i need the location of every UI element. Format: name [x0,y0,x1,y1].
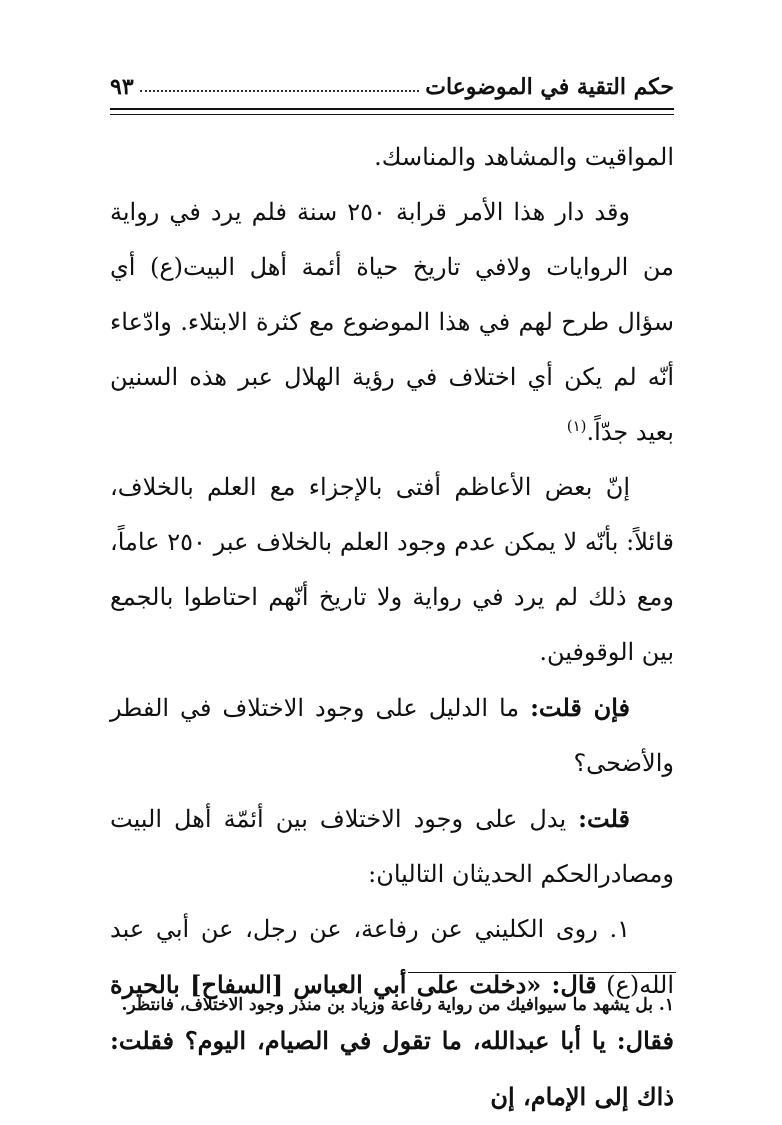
header-rule-thick [110,108,674,110]
paragraph-text: إنّ بعض الأعاظم أفتى بالإجزاء مع العلم بالخلاف، قائلاً: بأنّه لا يمكن عدم وجود العلم بالخلاف عبر ٢٥٠ عاماً، ومع ذلك لم يرد في رواية ولا تاريخ أنّهم احتاطوا بالجمع بين الوقوفين. [110,473,674,666]
reply-lead: قلت: [578,804,630,833]
body-text [110,130,674,1125]
paragraph-text: ما الدليل على وجود الاختلاف في الفطر والأضحى؟ [110,694,674,777]
header-rule-thin [110,114,674,115]
quoted-narration: قال: «دخلت على أبي العباس [السفاح] بالحيرة فقال: يا أبا عبدالله، ما تقول في الصيام، اليوم؟ فقلت: ذاك إلى الإمام، إن [110,970,674,1111]
footnote-text: ١. بل يشهد ما سيوافيك من رواية رفاعة وزياد بن منذر وجود الاختلاف، فانتظر. [121,995,674,1015]
paragraph-text: يدل على وجود الاختلاف بين أئمّة أهل البيت ومصادرالحكم الحديثان التاليان: [110,805,674,888]
footnote [110,986,674,1024]
footnote-marker: (١) [566,417,587,435]
page-number: ٩٣ [110,74,134,100]
objection-lead: فإن قلت: [530,693,630,722]
paragraph-text: ١. روى الكليني عن رفاعة، عن رجل، عن أبي عبد الله(ع) [110,915,674,999]
dot-leader [140,90,420,92]
paragraph [110,130,674,185]
paragraph [110,791,674,902]
paragraph [110,185,674,460]
paragraph [110,460,674,680]
chapter-title: حكم التقية في الموضوعات [425,74,674,100]
paragraph-text: وقد دار هذا الأمر قرابة ٢٥٠ سنة فلم يرد في رواية من الروايات ولافي تاريخ حياة أئمة أهل البيت(ع) أي سؤال طرح لهم في هذا الموضوع مع كثرة الابتلاء. وادّعاء أنّه لم يكن أي اختلاف في رؤية الهلال عبر هذه السنين بعيد جدّاً. [110,198,674,446]
running-header [110,58,674,100]
footnote-rule [408,972,676,973]
paragraph [110,680,674,791]
paragraph-text: المواقيت والمشاهد والمناسك. [374,143,674,171]
